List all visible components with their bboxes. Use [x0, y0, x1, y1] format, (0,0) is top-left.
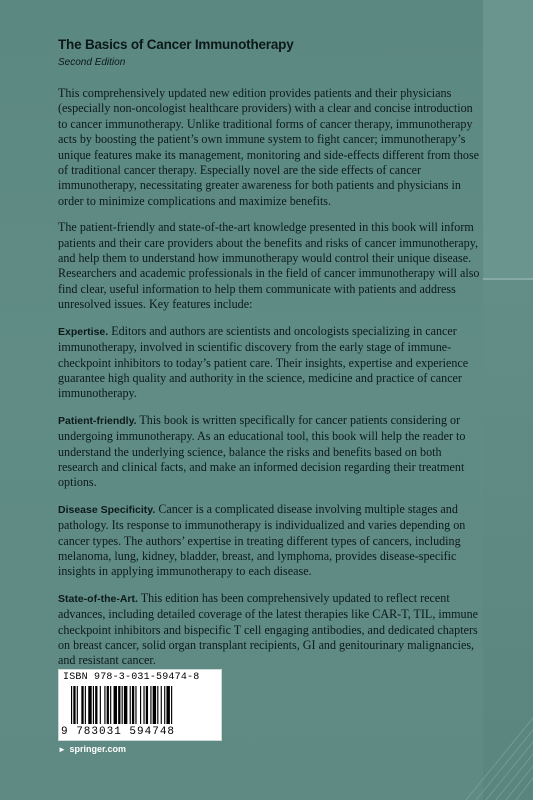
barcode-bar: [153, 686, 156, 724]
feature-label: Expertise.: [58, 325, 109, 338]
feature-state-of-the-art: [58, 591, 480, 669]
barcode-bar: [104, 686, 105, 724]
barcode-bar: [81, 686, 83, 724]
intro-paragraph: This comprehensively updated new edition provides patients and their physicians (especially non-oncologist healthcare providers) with a clear and concise introduction to cancer immunotherapy. Unlike traditional forms of cancer therapy, immunotherapy acts by boosting the patient’s own immune system to fight cancer; immunotherapy’s unique features make its management, monitoring and side-effects different from those of traditional cancer therapy. Especially novel are the side effects of cancer immunotherapy, necessitating greater awareness for both patients and physicians in order to minimize complications and maximize benefits.: [58, 86, 480, 208]
barcode-bar: [150, 686, 151, 724]
feature-text: Editors and authors are scientists and oncologists specializing in cancer immunotherapy, involved in scientific discovery from the early stage of immune-checkpoint inhibitors to today’s patient care. Their insights, expertise and experience guarantee high quality and authority in the science, medicine and practice of cancer immunotherapy.: [58, 323, 469, 401]
publisher-url: springer.com: [69, 744, 126, 754]
audience-paragraph: The patient-friendly and state-of-the-art knowledge presented in this book will inform patients and their care providers about the benefits and risks of cancer immunotherapy, and help them to understand how immunotherapy would control their unique disease. Researchers and academic professionals in the field of cancer immunotherapy will also find clear, useful information to help them communicate with patients and address unresolved issues. Key features include:: [58, 220, 480, 312]
feature-expertise: [58, 324, 480, 402]
decorative-diagonal-lines: [446, 700, 533, 800]
feature-label: State-of-the-Art.: [58, 592, 138, 605]
isbn-barcode: [58, 669, 222, 741]
barcode-bar: [146, 686, 148, 724]
barcode-bar: [135, 686, 136, 724]
feature-text: This edition has been comprehensively updated to reflect recent advances, including detailed coverage of the latest therapies like CAR-T, TIL, immune checkpoint inhibitors and bispecific T cell engaging antibodies, and dedicated chapters on breast cancer, solid organ transplant recipients, GI and genitourinary malignancies, and resistant cancer.: [58, 590, 479, 668]
barcode-bar: [132, 686, 134, 724]
barcode-bar: [122, 686, 123, 724]
arrow-icon: ►: [58, 745, 66, 754]
barcode-bar: [100, 686, 101, 724]
barcode-bar: [77, 686, 78, 724]
side-strip-divider: [483, 278, 533, 280]
side-strip-top-panel: [483, 0, 533, 278]
barcode-bar: [95, 686, 97, 724]
barcode-bar: [73, 686, 75, 724]
barcode-bar: [88, 686, 91, 724]
back-cover-text: [58, 86, 480, 680]
isbn-number: ISBN 978-3-031-59474-8: [63, 672, 200, 683]
barcode-bar: [171, 686, 172, 724]
barcode-bars: [71, 686, 217, 724]
barcode-bar: [85, 686, 86, 724]
barcode-bar: [93, 686, 94, 724]
barcode-bar: [110, 686, 111, 724]
feature-disease-specificity: [58, 502, 480, 580]
feature-label: Patient-friendly.: [58, 414, 137, 427]
barcode-digits: 9 783031 594748: [61, 726, 176, 738]
book-title: The Basics of Cancer Immunotherapy: [58, 37, 294, 52]
barcode-bar: [118, 686, 120, 724]
feature-text: Cancer is a complicated disease involving multiple stages and pathology. Its response to immunotherapy is individualized and varies depending on cancer types. The authors’ expertise in treating different types of cancers, including melanoma, lung, kidney, bladder, breast, and lymphoma, provides disease-specific insights in applying immunotherapy to each disease.: [58, 501, 466, 579]
barcode-bar: [164, 686, 165, 724]
publisher-link[interactable]: [58, 744, 126, 754]
feature-label: Disease Specificity.: [58, 503, 156, 516]
barcode-bar: [161, 686, 162, 724]
barcode-bar: [71, 686, 72, 724]
feature-patient-friendly: [58, 413, 480, 491]
edition-label: Second Edition: [58, 57, 126, 68]
barcode-bar: [114, 686, 117, 724]
barcode-bar: [140, 686, 141, 724]
barcode-bar: [107, 686, 109, 724]
barcode-bar: [130, 686, 131, 724]
barcode-bar: [124, 686, 127, 724]
barcode-bar: [143, 686, 144, 724]
barcode-bar: [157, 686, 158, 724]
feature-text: This book is written specifically for cancer patients considering or undergoing immunotherapy. As an educational tool, this book will help the reader to understand the underlying science, balance the risks and benefits based on both research and clinical facts, and make an informed decision regarding their treatment options.: [58, 412, 466, 490]
barcode-bar: [166, 686, 169, 724]
